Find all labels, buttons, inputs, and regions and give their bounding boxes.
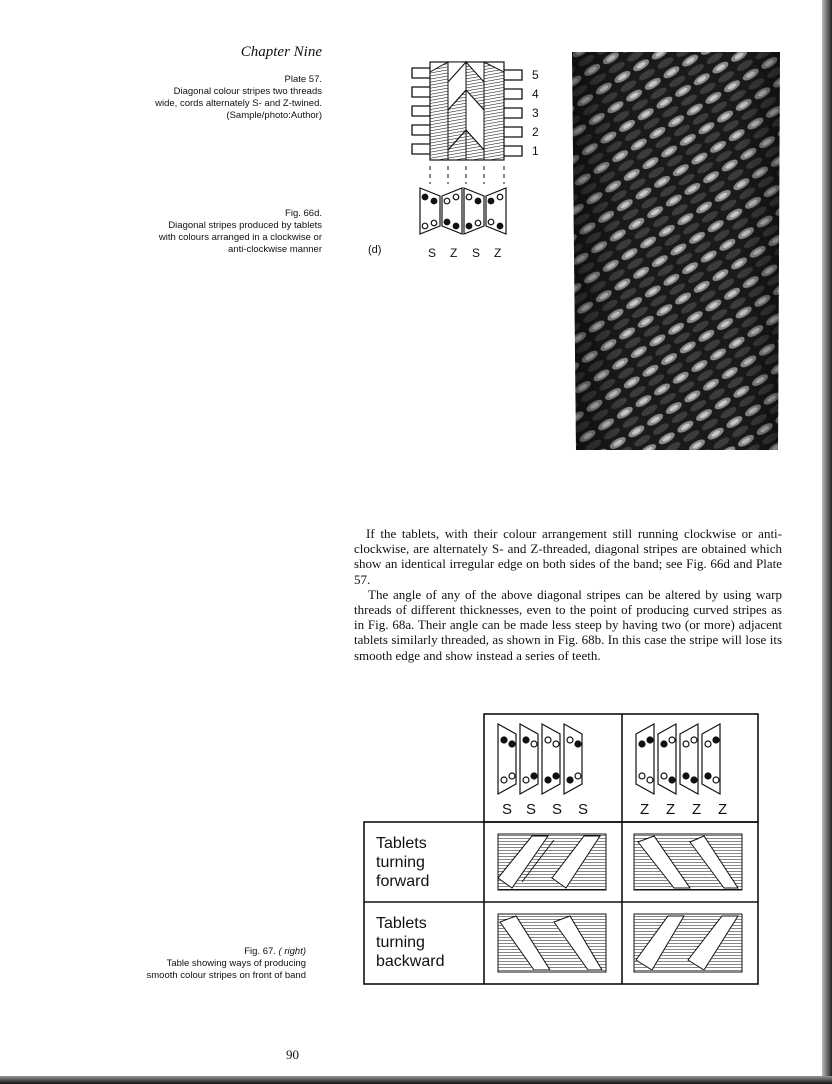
twist-label: S [502, 801, 513, 818]
twist-label: S [578, 801, 589, 818]
row-label-line: backward [376, 953, 445, 970]
twist-label: S [472, 246, 481, 260]
stripe-backward-s [498, 914, 606, 972]
caption-line: Plate 57. [284, 74, 322, 85]
fig-66d-caption [90, 208, 322, 256]
twist-label: Z [450, 246, 458, 260]
twist-label: Z [692, 801, 702, 818]
page-edge-bottom [0, 1076, 832, 1084]
stripe-backward-z [634, 914, 742, 972]
row-label-line: turning [376, 934, 425, 951]
row-number: 5 [532, 68, 539, 82]
caption-line: anti-clockwise manner [228, 244, 322, 255]
caption-line: (Sample/photo:Author) [226, 110, 322, 121]
row-number: 3 [532, 106, 539, 120]
fig-66d-label: (d) [368, 244, 382, 256]
tablets-s [498, 724, 582, 794]
warp-loops-right [504, 70, 522, 156]
caption-line: Fig. 66d. [285, 208, 322, 219]
chapter-heading: Chapter Nine [240, 44, 322, 60]
warp-guides [430, 166, 504, 184]
caption-line [90, 946, 306, 958]
tablets-z [636, 724, 720, 794]
page-edge-right [822, 0, 832, 1084]
caption-line: Table showing ways of producing [166, 958, 306, 969]
row-number: 1 [532, 144, 539, 158]
paragraph: If the tablets, with their colour arrangement still running clockwise or anti-clockwise, are alternately S- and Z-threaded, diagonal stripes are obtained which show an identical irregular edge on both sides of the band; see Fig. 66d and Plate 57. [354, 526, 782, 587]
row-label-line: forward [376, 873, 430, 890]
cords [430, 62, 504, 160]
row-label-line: turning [376, 854, 425, 871]
tablets [420, 188, 506, 234]
fig-67-table [362, 712, 760, 986]
page-number: 90 [286, 1047, 299, 1062]
twist-label: Z [640, 801, 650, 818]
warp-loops-left [412, 68, 430, 154]
twist-label: S [526, 801, 537, 818]
twist-label: S [552, 801, 563, 818]
row-number: 4 [532, 87, 539, 101]
caption-fig-note: ( right) [278, 946, 306, 957]
plate-57-photo [568, 52, 782, 450]
caption-line: Diagonal stripes produced by tablets [168, 220, 322, 231]
twist-label: Z [718, 801, 728, 818]
row-number: 2 [532, 125, 539, 139]
row-label-line: Tablets [376, 915, 427, 932]
stripe-forward-s [498, 834, 606, 890]
twist-label: S [428, 246, 437, 260]
stripe-forward-z [634, 834, 742, 890]
twist-label: Z [666, 801, 676, 818]
paragraph: The angle of any of the above diagonal stripes can be altered by using warp threads of different thicknesses, even to the point of producing curved stripes as in Fig. 68a. Their angle can be made less steep by having two (or more) adjacent tablets similarly threaded, as shown in Fig. 68b. In this case the stripe will lose its smooth edge and show instead a series of teeth. [354, 586, 782, 663]
caption-line: wide, cords alternately S- and Z-twined. [155, 98, 322, 109]
caption-line: Diagonal colour stripes two threads [173, 86, 322, 97]
caption-line: smooth colour stripes on front of band [146, 970, 306, 981]
plate-57-caption [90, 74, 322, 122]
row-label-line: Tablets [376, 835, 427, 852]
fig-66d-diagram [404, 56, 564, 266]
caption-line: with colours arranged in a clockwise or [158, 232, 322, 243]
twist-label: Z [494, 246, 502, 260]
caption-fig-label: Fig. 67. [244, 946, 276, 957]
body-text [354, 526, 782, 663]
fig-67-caption [90, 946, 306, 982]
